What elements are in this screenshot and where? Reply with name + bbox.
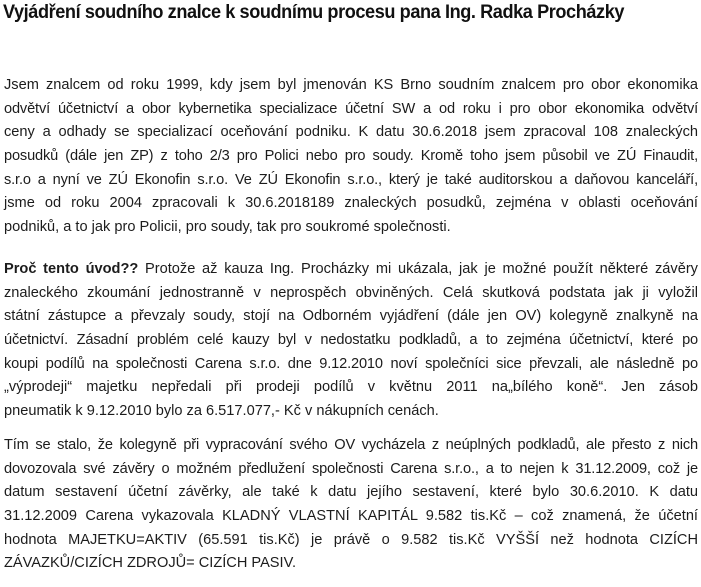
text-line: odvětví účetnictví a obor kybernetika specializace účetní SW a od roku i pro obor ekonomika odvětví: [4, 100, 698, 117]
lead-heading: Proč tento úvod??: [4, 261, 139, 277]
text-line-rest: Protože až kauza Ing. Procházky mi ukázala, jak je možné použít některé závěry: [138, 261, 698, 277]
text-line: ZÁVAZKŮ/CIZÍCH ZDROJŮ= CIZÍCH PASIV.: [4, 555, 297, 572]
text-line: účetnictví. Zásadní problém celé kauzy byl v nedostatku podkladů, a to zejména účetnictví, které po: [4, 332, 698, 349]
text-line: Jsem znalcem od roku 1999, kdy jsem byl jmenován KS Brno soudním znalcem pro obor ekonomika: [4, 77, 698, 93]
text-line: dovozovala své závěry o možném předlužení společnosti Carena s.r.o., a to nejen k 31.12.2009, což je: [4, 460, 698, 477]
text-line: 31.12.2009 Carena vykazovala KLADNÝ VLASTNÍ KAPITÁL 9.582 tis.Kč – což znamená, že účetní: [4, 508, 698, 525]
text-line: státní zástupce a převzaly soudy, stojí na Odborném vyjádření (dále jen OV) kolegyně znalkyně na: [4, 308, 698, 325]
document-title: Vyjádření soudního znalce k soudnímu procesu pana Ing. Radka Procházky: [3, 1, 625, 23]
text-line: podniků, a to jak pro Policii, pro soudy, tak pro soukromé společnosti.: [4, 219, 451, 236]
text-line: [4, 258, 698, 282]
text-line: ceny a odhady se specializací oceňování podniku. K datu 30.6.2018 jsem zpracoval 108 znaleckých: [4, 124, 698, 141]
paragraph-why-intro: [4, 258, 698, 424]
paragraph-consequence: [4, 434, 698, 576]
paragraph-intro: [4, 74, 698, 240]
text-line: Tím se stalo, že kolegyně při vypracování svého OV vycházela z neúplných podkladů, ale přesto z nich: [4, 437, 698, 453]
text-line: hodnota MAJETKU=AKTIV (65.591 tis.Kč) je právě o 9.582 tis.Kč VYŠŠÍ než hodnota CIZÍCH: [4, 531, 698, 548]
text-line: koupi podílů na společnosti Carena s.r.o. dne 9.12.2010 noví společníci sice převzali, ale následně po: [4, 355, 698, 372]
text-line: jsme od roku 2004 zpracovali k 30.6.2018189 znaleckých posudků, zejména v oblasti oceňování: [4, 195, 698, 212]
text-line: datum sestavení účetní závěrky, ale také k datu jejího sestavení, které bylo 30.6.2010. K datu: [4, 484, 698, 501]
text-line: s.r.o a nyní ve ZÚ Ekonofin s.r.o. Ve ZÚ Ekonofin s.r.o., který je také auditorskou a daňovou kanceláří,: [4, 171, 698, 188]
text-line: „výprodeji“ majetku nepředali při prodeji podílů v květnu 2011 na„bílého koně“. Jen zásob: [4, 379, 698, 396]
text-line: znaleckého zkoumání jednostranně v neprospěch obviněných. Celá skutková podstata jak ji vyložil: [4, 284, 698, 301]
text-line: pneumatik k 9.12.2010 bylo za 6.517.077,- Kč v nákupních cenách.: [4, 403, 439, 420]
text-line: posudků (dále jen ZP) z toho 2/3 pro Polici nebo pro soudy. Kromě toho jsem působil ve ZÚ Finaudit,: [4, 148, 698, 165]
